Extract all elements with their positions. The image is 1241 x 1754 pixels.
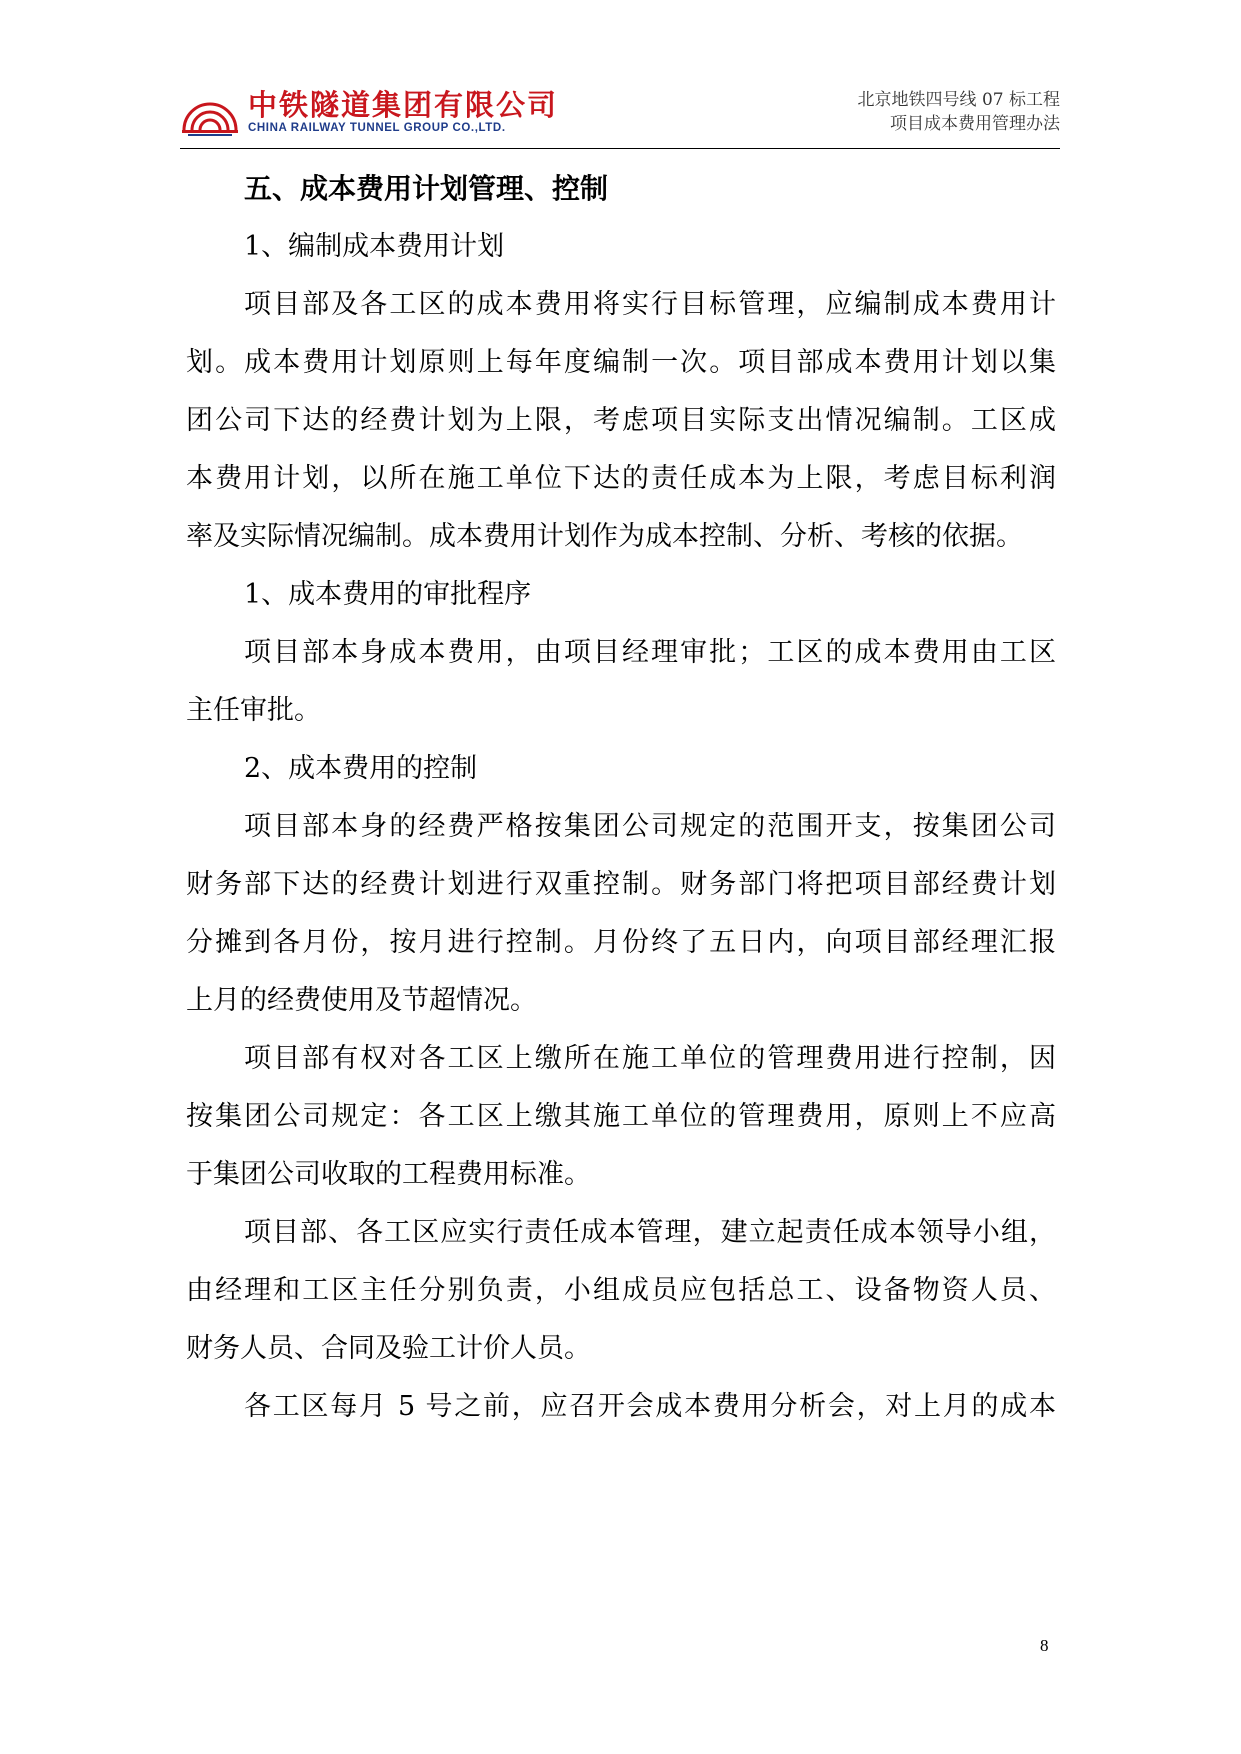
text-line: 财务人员、合同及验工计价人员。 xyxy=(186,1333,591,1364)
text-line: 分摊到各月份，按月进行控制。月份终了五日内，向项目部经理汇报 xyxy=(186,927,1056,958)
header-project-line1: 北京地铁四号线 07 标工程 xyxy=(857,90,1060,110)
text-line: 项目部有权对各工区上缴所在施工单位的管理费用进行控制，因 xyxy=(244,1043,1056,1074)
subheading-cost-control: 2、成本费用的控制 xyxy=(244,753,478,784)
document-body xyxy=(186,160,1056,1436)
text-line: 项目部、各工区应实行责任成本管理，建立起责任成本领导小组， xyxy=(244,1217,1056,1248)
text-line: 于集团公司收取的工程费用标准。 xyxy=(186,1159,591,1190)
text-line: 上月的经费使用及节超情况。 xyxy=(186,985,537,1016)
paragraph-plan-management xyxy=(186,276,1056,566)
company-name-cn: 中铁隧道集团有限公司 xyxy=(248,88,559,122)
subheading-approval-procedure: 1、成本费用的审批程序 xyxy=(244,579,532,610)
text-line: 团公司下达的经费计划为上限，考虑项目实际支出情况编制。工区成 xyxy=(186,405,1056,436)
text-line: 率及实际情况编制。成本费用计划作为成本控制、分析、考核的依据。 xyxy=(186,521,1023,552)
text-line: 由经理和工区主任分别负责，小组成员应包括总工、设备物资人员、 xyxy=(186,1275,1056,1306)
text-line: 财务部下达的经费计划进行双重控制。财务部门将把项目部经费计划 xyxy=(186,869,1056,900)
paragraph-approval xyxy=(186,624,1056,740)
header-project-info xyxy=(858,88,1060,136)
paragraph-responsibility-cost xyxy=(186,1204,1056,1378)
company-emblem-icon xyxy=(180,86,240,138)
header-project-line2: 项目成本费用管理办法 xyxy=(890,114,1060,134)
section-title: 五、成本费用计划管理、控制 xyxy=(244,172,609,205)
text-line: 项目部本身成本费用，由项目经理审批；工区的成本费用由工区 xyxy=(244,637,1056,668)
text-line: 项目部及各工区的成本费用将实行目标管理，应编制成本费用计 xyxy=(244,289,1056,320)
company-name-en: CHINA RAILWAY TUNNEL GROUP CO.,LTD. xyxy=(248,122,506,134)
page-header xyxy=(180,82,1060,152)
text-line: 主任审批。 xyxy=(186,695,321,726)
paragraph-monthly-analysis xyxy=(186,1378,1056,1436)
text-line: 项目部本身的经费严格按集团公司规定的范围开支，按集团公司 xyxy=(244,811,1056,842)
company-logo xyxy=(180,82,600,142)
text-line: 划。成本费用计划原则上每年度编制一次。项目部成本费用计划以集 xyxy=(186,347,1056,378)
header-divider xyxy=(180,148,1060,149)
subheading-compile-plan: 1、编制成本费用计划 xyxy=(244,231,505,262)
paragraph-expense-control xyxy=(186,798,1056,1030)
text-line: 本费用计划，以所在施工单位下达的责任成本为上限，考虑目标利润 xyxy=(186,463,1056,494)
paragraph-management-fee-control xyxy=(186,1030,1056,1204)
page-number: 8 xyxy=(1040,1636,1049,1655)
text-line: 各工区每月 5 号之前，应召开会成本费用分析会，对上月的成本 xyxy=(244,1391,1056,1422)
text-line: 按集团公司规定：各工区上缴其施工单位的管理费用，原则上不应高 xyxy=(186,1101,1056,1132)
